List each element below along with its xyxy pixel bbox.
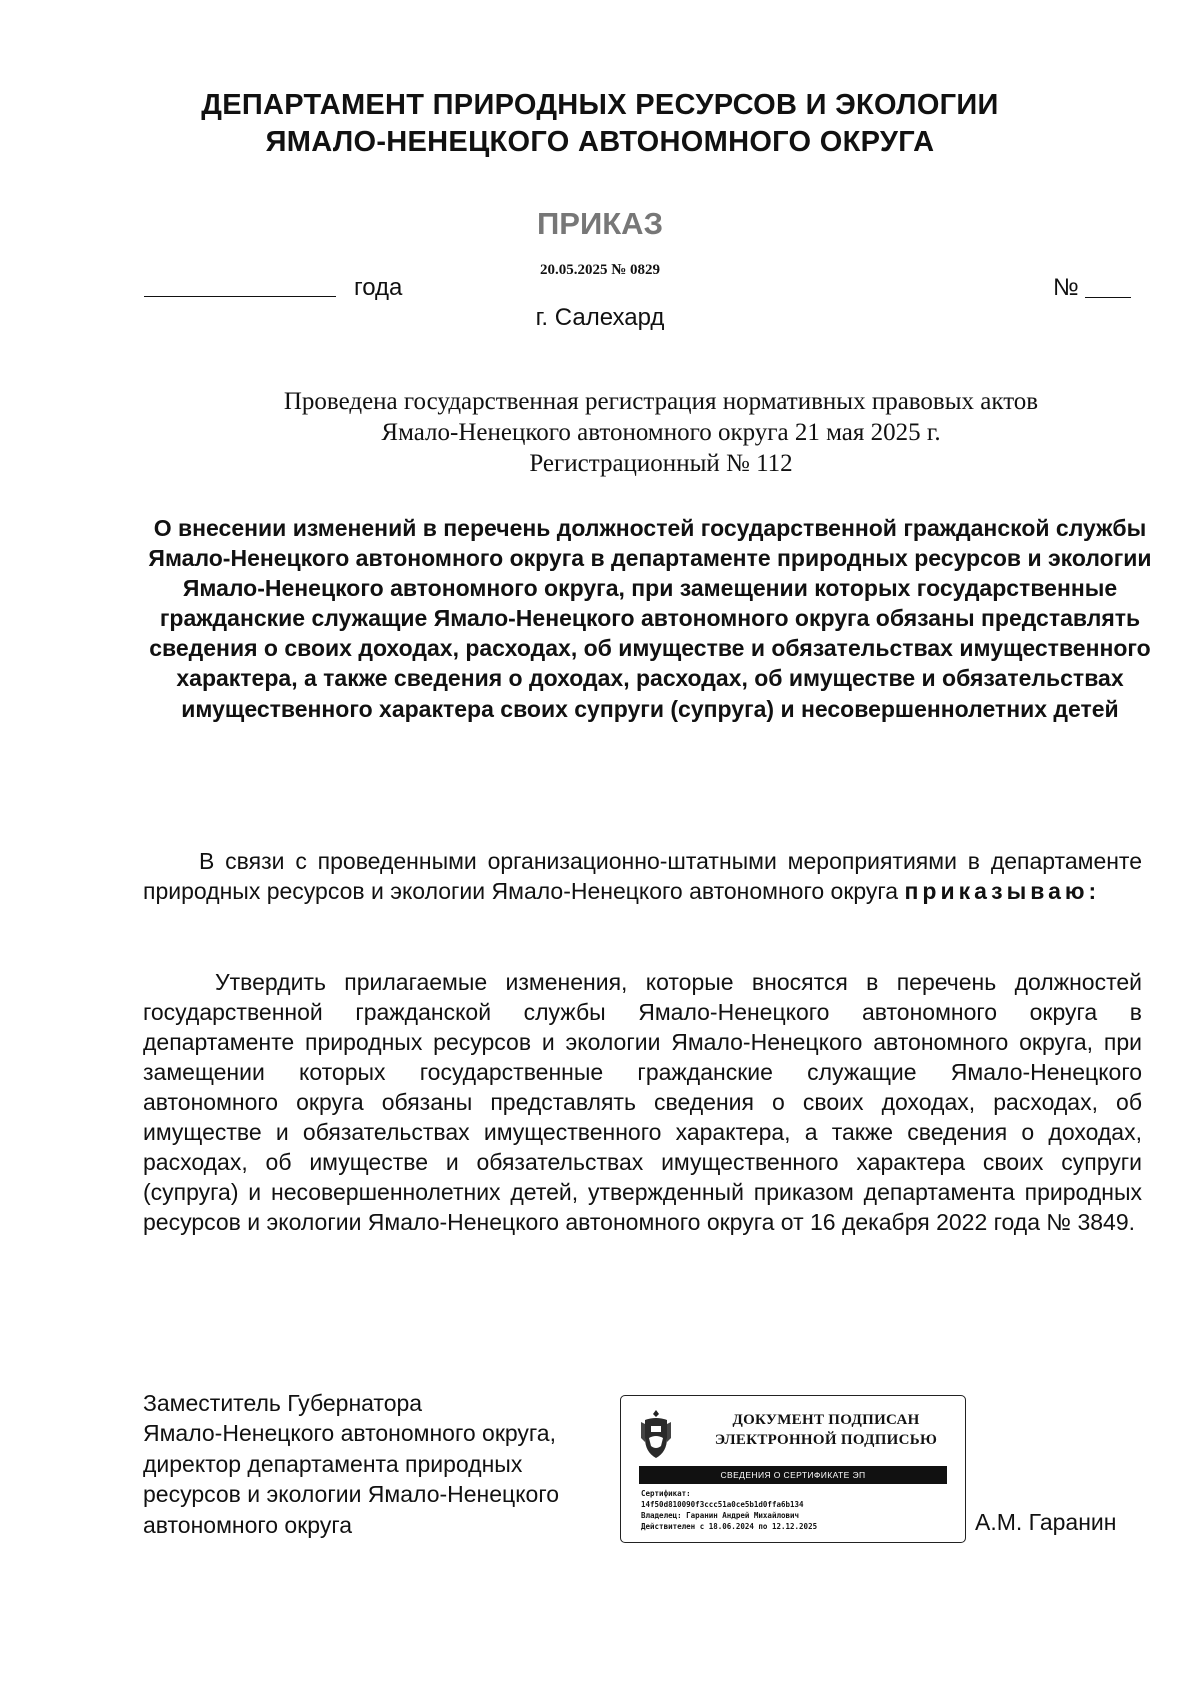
cert-owner: Владелец: Гаранин Андрей Михайлович [641, 1511, 800, 1520]
stamp-title-line-1: ДОКУМЕНТ ПОДПИСАН [732, 1412, 920, 1428]
coat-of-arms-icon [637, 1408, 675, 1462]
number-blank-line [1085, 297, 1131, 298]
date-suffix: года [354, 274, 403, 301]
certificate-details [641, 1488, 953, 1532]
signer-position-line: Ямало-Ненецкого автономного округа, [143, 1420, 556, 1447]
stamp-band: СВЕДЕНИЯ О СЕРТИФИКАТЕ ЭП [639, 1466, 947, 1484]
cert-label: Сертификат: [641, 1489, 691, 1498]
signer-name: А.М. Гаранин [975, 1509, 1117, 1535]
cert-value: 14f50d810090f3ccc51a0ce5b1d0ffa6b134 [641, 1500, 804, 1509]
registration-line-2: Ямало-Ненецкого автономного округа 21 мая 2025 г. [381, 419, 941, 446]
signer-position-line: директор департамента природных [143, 1450, 523, 1477]
department-name-line-2: ЯМАЛО-НЕНЕЦКОГО АВТОНОМНОГО ОКРУГА [265, 126, 935, 158]
order-title: О внесении изменений в перечень должностей государственной гражданской службы Ямало-Ненецкого автономного округа в департаменте природных ресурсов и экологии Ямало-Ненецкого автономного округа, при замещении которых государственные гражданские служащие Ямало-Ненецкого автономного округа обязаны представлять сведения о своих доходах, расходах, об имуществе и обязательствах имущественного характера, а также сведения о доходах, расходах, об имуществе и обязательствах имущественного характера своих супруги (супруга) и несовершеннолетних детей [148, 515, 1152, 722]
body-paragraph-1 [143, 846, 1142, 906]
signer-position [143, 1388, 559, 1540]
signer-position-line: автономного округа [143, 1511, 352, 1538]
date-blank-line [144, 296, 336, 297]
electronic-signature-stamp [620, 1395, 966, 1543]
body-paragraph-2: Утвердить прилагаемые изменения, которые вносятся в перечень должностей государственной гражданской службы Ямало-Ненецкого автономного округа в департаменте природных ресурсов и экологии Ямало-Ненецкого автономного округа, при замещении которых государственные гражданские служащие Ямало-Ненецкого автономного округа обязаны представлять сведения о своих доходах, расходах, об имуществе и обязательствах имущественного характера, а также сведения о доходах, расходах, об имуществе и обязательствах имущественного характера своих супруги (супруга) и несовершеннолетних детей, утвержденный приказом департамента природных ресурсов и экологии Ямало-Ненецкого автономного округа от 16 декабря 2022 года № 3849. [143, 969, 1142, 1235]
paragraph-1-text: В связи с проведенными организационно-штатными мероприятиями в департаменте природных ресурсов и экологии Ямало-Ненецкого автономного округа [143, 848, 1142, 904]
signer-position-line: Заместитель Губернатора [143, 1390, 423, 1416]
stamp-title-line-2: ЭЛЕКТРОННОЙ ПОДПИСЬЮ [714, 1432, 938, 1448]
document-type: ПРИКАЗ [537, 206, 663, 241]
registration-line-3: Регистрационный № 112 [529, 450, 793, 477]
department-name-line-1: ДЕПАРТАМЕНТ ПРИРОДНЫХ РЕСУРСОВ И ЭКОЛОГИИ [201, 89, 999, 121]
city: г. Салехард [535, 304, 665, 331]
stamp-title [693, 1410, 959, 1450]
cert-validity: Действителен с 18.06.2024 по 12.12.2025 [641, 1522, 818, 1531]
number-label: № [1053, 274, 1079, 301]
order-keyword: приказываю: [904, 878, 1101, 904]
signer-position-line: ресурсов и экологии Ямало-Ненецкого [143, 1481, 559, 1508]
registration-stamp-date: 20.05.2025 № 0829 [539, 262, 661, 278]
registration-line-1: Проведена государственная регистрация нормативных правовых актов [283, 388, 1039, 415]
